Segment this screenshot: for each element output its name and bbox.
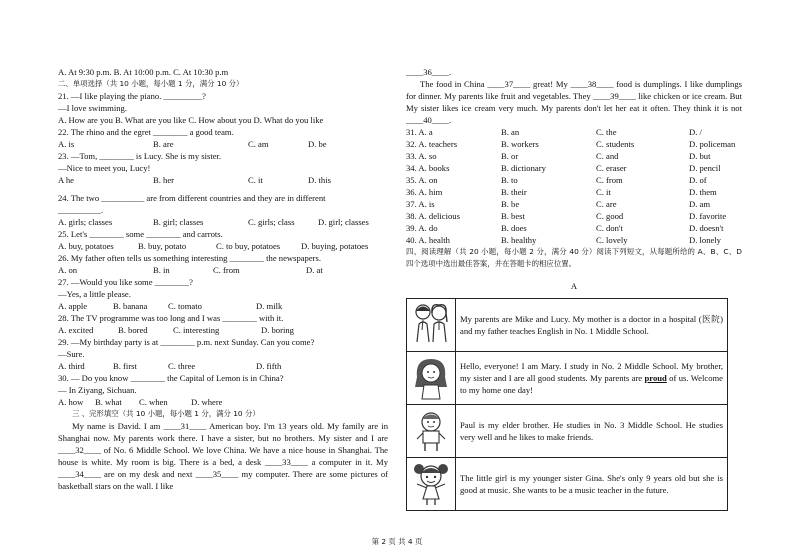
option: B. does [501,223,527,233]
option: 38. A. delicious [406,211,460,221]
option: D. / [689,127,702,137]
cloze-option-row [406,186,742,198]
option: D. but [689,151,711,161]
q22-options [58,138,388,150]
option: A. girls; classes [58,217,113,227]
table-row [407,352,728,405]
option: A. is [58,139,75,149]
option: D. this [308,175,331,185]
option: D. boring [261,325,294,335]
option: B. be [501,199,520,209]
section-3-title: 三 、完形填空（共 10 小题，每小题 1 分，满分 10 分） [72,409,260,418]
option: B. bored [118,325,148,335]
q30-options [58,396,388,408]
q22-stem: 22. The rhino and the egret ________ a good team. [58,127,234,137]
cloze-passage-2: The food in China ____37____ great! My ____38____ food is dumplings. I like dumplings for dinner. My parents like fruit and vegetables. They ____39____ like chicken or ice cream. But My sister likes ice cream very much. My parents don't let her eat it often. They think it is not ____40____. [406,79,742,125]
option: C. are [596,199,617,209]
option: A he [58,175,74,185]
option: B. girl; classes [153,217,204,227]
option: B. or [501,151,519,161]
option: C. students [596,139,635,149]
option: C. eraser [596,163,627,173]
q29-stem: 29. —My birthday party is at ________ p.m. next Sunday. Can you come? [58,337,315,347]
q27-reply: —Yes, a little please. [58,289,131,299]
option: D. where [191,397,223,407]
table-row [407,458,728,511]
option: D. buying, potatoes [301,241,369,251]
option: C. interesting [173,325,220,335]
picture-cell [407,405,456,458]
proud-word: proud [644,373,667,383]
option: B. banana [113,301,148,311]
reading-text-2-post: of us. Welcome to my home one day! [460,373,723,395]
option: B. are [153,139,174,149]
option: D. them [689,187,717,197]
cloze-option-row [406,222,742,234]
q23-stem: 23. —Tom, ________ is Lucy. She is my sister. [58,151,222,161]
option: D. at [306,265,323,275]
table-row [407,405,728,458]
option: 34. A. books [406,163,450,173]
option: A. on [58,265,78,275]
option: D. lonely [689,235,721,245]
couple-icon [409,300,453,348]
option: B. what [95,397,122,407]
option: B. healthy [501,235,537,245]
option: D. milk [256,301,283,311]
cloze-passage: My name is David. I am ____31____ American boy. I'm 13 years old. My family are in Shanghai now. My parents work there. I have a sister, but no brothers. My sister and I are ____32____ of No. 6 Middle School. We love China. We have a nice house in Shanghai. The house is white. My room is big. There is a bed, a desk ____33____ a computer in it. My ____34____ are on my desk and next ____35____ my computer. There are some pictures of basketball stars on the wall. I like [58,421,388,491]
option: C. good [596,211,624,221]
option: C. girls; class [248,217,295,227]
option: B. their [501,187,527,197]
q26-options [58,264,388,276]
option: C. tomato [168,301,202,311]
option: B. in [153,265,170,275]
option: B. dictionary [501,163,546,173]
option: B. to [501,175,518,185]
q20-options: A. At 9:30 p.m. B. At 10:00 p.m. C. At 10:30 p.m [58,67,229,77]
boy-icon [409,406,453,454]
option: D. of [689,175,707,185]
q23-options [58,174,388,186]
picture-cell [407,352,456,405]
option: D. policeman [689,139,736,149]
q25-stem: 25. Let's ________ some ________ and carrots. [58,229,223,239]
option: D. be [308,139,327,149]
option: 32. A. teachers [406,139,458,149]
reading-text-1: My parents are Mike and Lucy. My mother is a doctor in a hospital (医院) and my father teaches English in No. 1 Middle School. [456,299,728,352]
option: 40. A. health [406,235,450,245]
option: 33. A. so [406,151,437,161]
q28-options [58,324,388,336]
cloze-option-row [406,210,742,222]
option: A. apple [58,301,88,311]
option: D. fifth [256,361,282,371]
option: D. favorite [689,211,727,221]
cloze-option-row [406,174,742,186]
option: C. and [596,151,619,161]
passage-label: A [570,281,578,291]
reading-a-table [406,298,728,511]
option: C. three [168,361,196,371]
option: C. when [139,397,168,407]
option: B. an [501,127,520,137]
section-2-title: 二、单项选择（共 10 小题，每小题 1 分，满分 10 分） [58,79,244,88]
q29-reply: —Sure. [58,349,85,359]
cloze-passage-cont: ____36____. [406,67,452,77]
table-row [407,299,728,352]
option: A. buy, potatoes [58,241,114,251]
picture-cell [407,299,456,352]
option: C. don't [596,223,623,233]
q21-reply: —I love swimming. [58,103,127,113]
option: C. from [213,265,240,275]
little-girl-icon [409,459,453,507]
q24-stem: 24. The two __________ are from different countries and they are in different [58,193,326,203]
option: C. the [596,127,617,137]
option: D. doesn't [689,223,724,233]
option: A. third [58,361,85,371]
option: D. am [689,199,711,209]
option: B. her [153,175,175,185]
q21-options: A. How are you B. What are you like C. How about you D. What do you like [58,115,324,125]
reading-text-2-pre: Hello, everyone! I am Mary. I study in No. 2 Middle School. My brother, my sister and I are all good students. My parents are [460,361,723,383]
option: 31. A. a [406,127,433,137]
left-column [58,66,388,492]
q24-options [58,216,388,228]
option: 39. A. do [406,223,438,233]
option: 35. A. on [406,175,438,185]
option: D. pencil [689,163,721,173]
option: B. first [113,361,137,371]
option: B. buy, potato [138,241,187,251]
q30-reply: — In Ziyang, Sichuan. [58,385,137,395]
option: B. workers [501,139,539,149]
option: A. how [58,397,84,407]
section-4-title: 四、阅读理解（共 20 小题，每小题 2 分，满分 40 分）阅读下列短文，从每题所给的 A、B、C、D 四个选项中选出最佳答案，并在答题卡的相应位置。 [406,247,742,268]
reading-text-2 [456,352,728,405]
page-footer: 第 2 页 共 4 页 [371,537,423,546]
q28-stem: 28. The TV programme was too long and I was ________ with it. [58,313,284,323]
q23-reply: —Nice to meet you, Lucy! [58,163,151,173]
option: C. it [596,187,611,197]
cloze-option-row [406,198,742,210]
option: D. girl; classes [318,217,369,227]
girl-icon [409,353,453,401]
option: C. it [248,175,263,185]
cloze-option-row [406,162,742,174]
q27-stem: 27. —Would you like some ________? [58,277,193,287]
option: 37. A. is [406,199,435,209]
option: 36. A. him [406,187,443,197]
reading-text-3: Paul is my elder brother. He studies in No. 3 Middle School. He studies very well and he likes to make friends. [456,405,728,458]
option: C. am [248,139,269,149]
q29-options [58,360,388,372]
option: C. lovely [596,235,628,245]
cloze-option-row [406,234,742,246]
q26-stem: 26. My father often tells us something interesting ________ the newspapers. [58,253,322,263]
q24-stem-cont: __________. [58,205,104,215]
q30-stem: 30. — Do you know ________ the Capital of Lemon is in China? [58,373,284,383]
q27-options [58,300,388,312]
cloze-option-row [406,138,742,150]
option: A. excited [58,325,94,335]
q21-stem: 21. —I like playing the piano. _________? [58,91,206,101]
option: B. best [501,211,525,221]
picture-cell [407,458,456,511]
cloze-option-row [406,126,742,138]
reading-text-4: The little girl is my younger sister Gina. She's only 9 years old but she is good at music. She wants to be a music teacher in the future. [456,458,728,511]
option: C. from [596,175,623,185]
option: C. to buy, potatoes [216,241,281,251]
cloze-option-row [406,150,742,162]
right-column [406,66,742,511]
cloze-options [406,126,742,246]
q25-options [58,240,388,252]
